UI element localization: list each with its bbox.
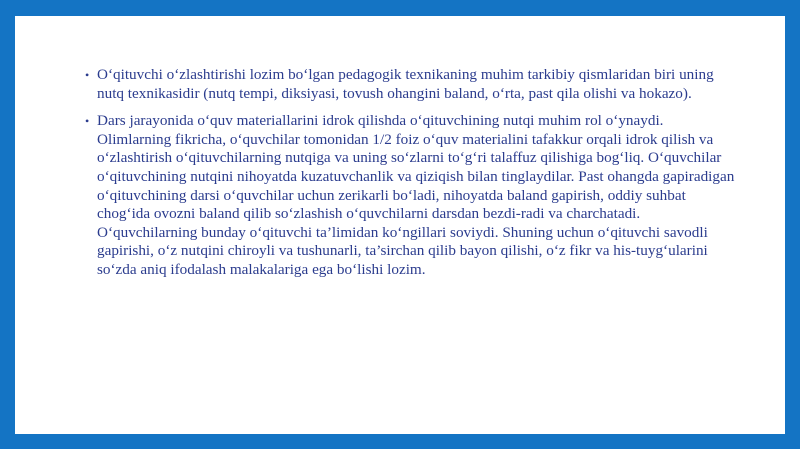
bullet-paragraph-1 — [85, 66, 735, 103]
bullet-paragraph-2 — [85, 112, 735, 279]
bullet-icon: • — [85, 114, 90, 129]
bullet-icon: • — [85, 68, 90, 82]
paragraph-text-1: O‘qituvchi o‘zlashtirishi lozim bo‘lgan pedagogik texnikaning muhim tarkibiy qismlaridan biri uning nutq texnikasidir (nutq tempi, diksiyasi, tovush ohangini baland, o‘rta, past qila olishi va hokazo). — [97, 66, 714, 102]
slide — [15, 16, 785, 434]
slide-content — [85, 66, 735, 289]
paragraph-text-2: Dars jarayonida o‘quv materiallarini idrok qilishda o‘qituvchining nutqi muhim rol o‘ynaydi. Olimlarning fikricha, o‘quvchilar tomonidan 1/2 foiz o‘quv materialini tafakkur orqali idrok qilish va o‘zlashtirish o‘qituvchilarning nutqiga va uning so‘zlarni to‘g‘ri talaffuz qilishiga bog‘liq. O‘quvchilar o‘qituvchining nutqini nihoyatda kuzatuvchanlik va qiziqish bilan tinglaydilar. Past ohangda gapiradigan o‘qituvchining darsi o‘quvchilar uchun zerikarli bo‘ladi, nihoyatda baland gapirish, oddiy suhbat chog‘ida ovozni baland qilib so‘zlashish o‘quvchilarni darsdan bezdi-radi va charchatadi. O‘quvchilarning bunday o‘qituvchi ta’limidan ko‘ngillari soviydi. Shuning uchun o‘qituvchi savodli gapirishi, o‘z nutqini chiroyli va tushunarli, ta’sirchan qilib bayon qilishi, o‘z fikr va his-tuyg‘ularini so‘zda aniq ifodalash malakalariga ega bo‘lishi lozim. — [97, 112, 735, 278]
